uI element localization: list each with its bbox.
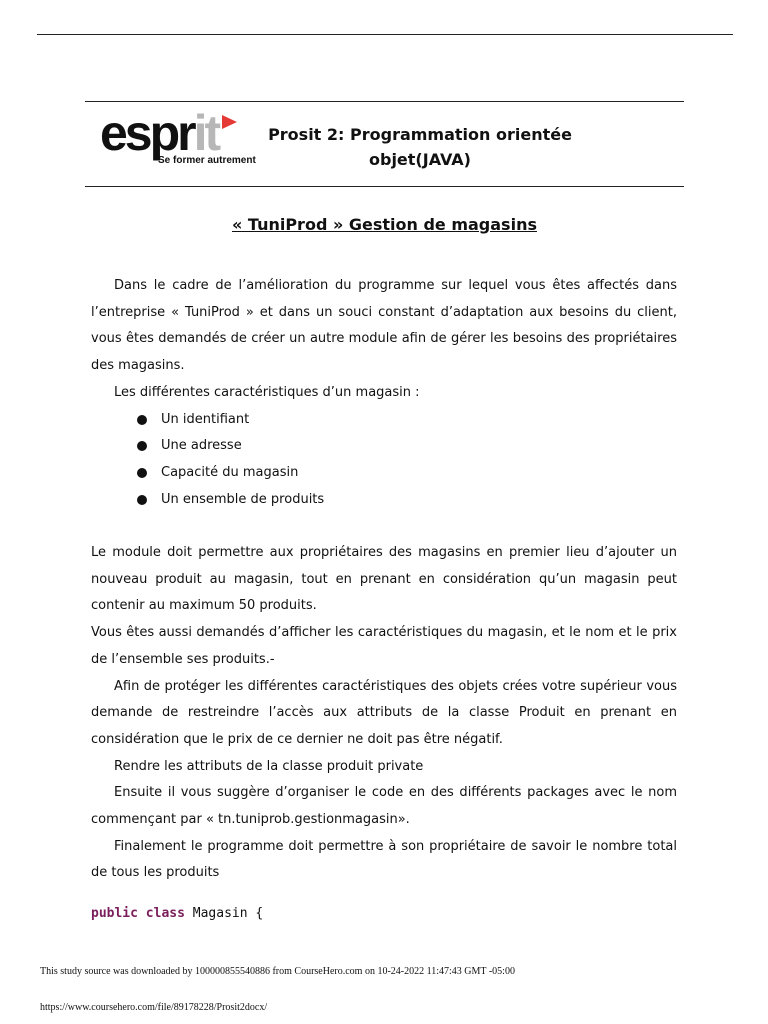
list-item: Un identifiant [137,407,677,434]
esprit-logo [100,105,256,168]
header-rule-bottom [85,186,684,187]
code-class-name: Magasin { [192,906,264,922]
paragraph-characteristics-intro: Les différentes caractéristiques d’un magasin : [114,384,420,400]
characteristics-list [91,407,677,514]
paragraph-intro: Dans le cadre de l’amélioration du programme sur lequel vous êtes affectés dans l’entreprise « TuniProd » et dans un souci constant d’adaptation aux besoins du client, vous êtes demandés de créer un autre module afin de gérer les besoins des propriétaires des magasins. [91,278,677,374]
document-body [91,273,677,928]
header-title-line2: objet(JAVA) [369,150,471,169]
list-item: Un ensemble de produits [137,487,677,514]
paragraph-total: Finalement le programme doit permettre à son propriétaire de savoir le nombre total de tous les produits [91,838,677,881]
footer-download-note: This study source was downloaded by 100000855540886 from CourseHero.com on 10-24-2022 11:47:43 GMT -05:00 [40,966,515,977]
list-item: Capacité du magasin [137,460,677,487]
svg-text:Se former autrement: Se former autrement [158,155,256,166]
header-title-line1: Prosit 2: Programmation orientée [268,125,572,144]
bullet-icon [137,468,147,478]
top-rule [37,34,733,35]
paragraph-display: Vous êtes aussi demandés d’afficher les caractéristiques du magasin, et le nom et le prix de l’ensemble ses produits.- [91,625,677,667]
bullet-icon [137,441,147,451]
header-rule-top [85,101,684,102]
code-snippet [91,901,677,928]
footer-url-link[interactable]: https://www.coursehero.com/file/89178228/Prosit2docx/ [40,1002,268,1013]
code-keyword-class: class [145,906,185,922]
paragraph-module: Le module doit permettre aux propriétaires des magasins en premier lieu d’ajouter un nouveau produit au magasin, tout en prenant en considération qu’un magasin peut contenir au maximum 50 produits. [91,545,677,614]
paragraph-protect: Afin de protéger les différentes caractéristiques des objets crées votre supérieur vous demande de restreindre l’accès aux attributs de la classe Produit en prenant en considération que le prix de ce dernier ne doit pas être négatif. [91,678,677,747]
bullet-icon [137,415,147,425]
paragraph-private: Rendre les attributs de la classe produit private [114,758,424,774]
document-title: « TuniProd » Gestion de magasins [232,215,537,234]
list-item: Une adresse [137,433,677,460]
svg-text:esprit: esprit [100,105,219,161]
paragraph-packages: Ensuite il vous suggère d’organiser le code en des différents packages avec le nom commençant par « tn.tuniprob.gestionmagasin». [91,785,677,828]
spacer [91,513,677,540]
header-title [250,122,590,172]
code-keyword-public: public [91,906,138,922]
bullet-icon [137,495,147,505]
